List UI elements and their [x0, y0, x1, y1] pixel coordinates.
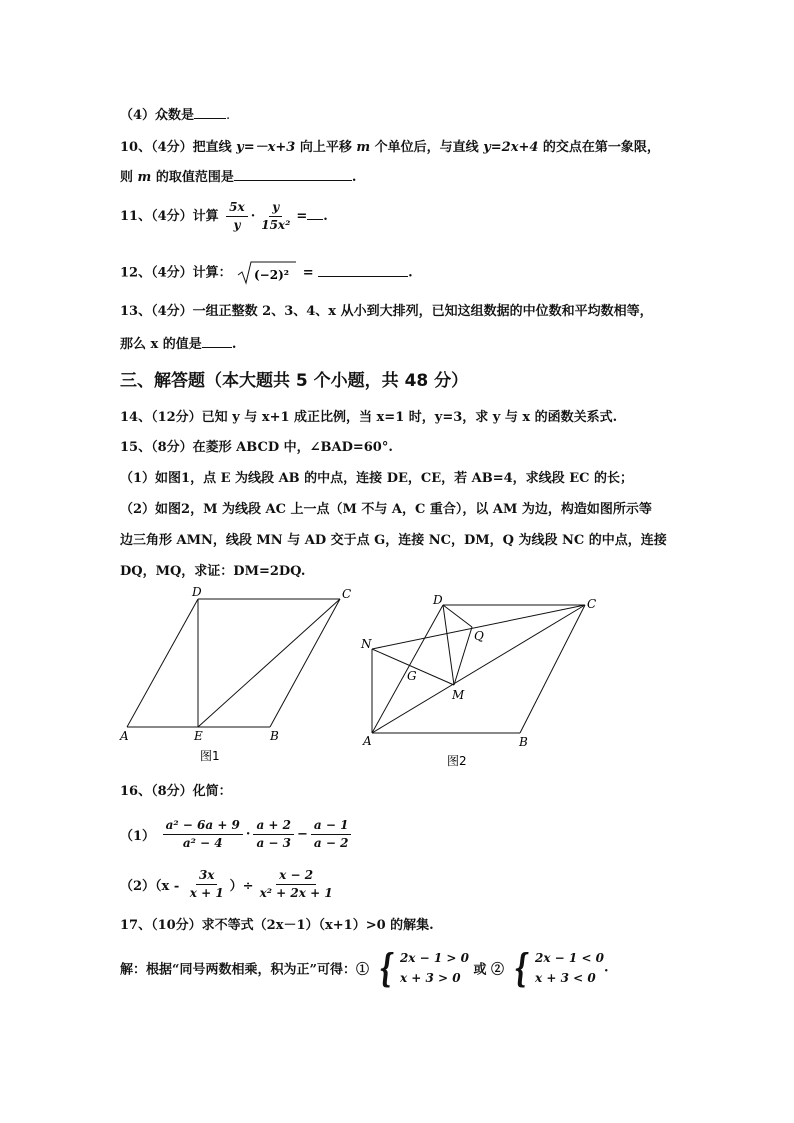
period: .	[231, 337, 237, 352]
label-G: G	[407, 669, 417, 683]
dot-operator: ·	[250, 209, 256, 224]
label-B: B	[519, 735, 528, 749]
answer-blank[interactable]	[234, 168, 352, 181]
question-10-line1	[120, 136, 660, 155]
question-15-part2-line2: 边三角形 AMN，线段 MN 与 AD 交于点 G，连接 NC，DM，Q 为线段 NC 的中点，连接	[120, 533, 667, 548]
period: .	[323, 209, 328, 224]
q10-text: 的交点在第一象限，	[538, 140, 660, 155]
period: .	[604, 960, 609, 976]
question-15-part2-line1: （2）如图2，M 为线段 AC 上一点（M 不与 A，C 重合），以 AM 为边，构造如图所示等	[120, 502, 652, 517]
period: .	[351, 170, 357, 185]
question-13-line2	[120, 333, 236, 352]
q10-text: 则	[120, 170, 138, 185]
q11-fraction-2	[258, 200, 293, 233]
q10-text: 向上平移	[295, 140, 357, 155]
question-mode	[120, 104, 230, 123]
inequality: 2x − 1 < 0	[535, 951, 605, 965]
question-15-stem: 15、（8分）在菱形 ABCD 中，∠BAD=60°.	[120, 440, 393, 455]
denominator: x + 1	[189, 886, 224, 900]
answer-blank[interactable]	[307, 207, 323, 220]
denominator: a − 2	[313, 836, 349, 850]
q10-var-m: m	[137, 170, 152, 185]
question-17-solution	[120, 945, 609, 990]
denominator: 15x²	[261, 218, 291, 232]
inequality: x + 3 < 0	[535, 971, 596, 985]
dot-operator: ·	[245, 827, 251, 842]
denominator: a² − 4	[182, 836, 223, 850]
mode-text: （4）众数是	[120, 108, 195, 123]
question-12	[120, 260, 413, 286]
part-label: （1）	[120, 829, 156, 844]
numerator: a − 1	[311, 818, 352, 835]
question-17-stem: 17、（10分）求不等式（2x－1）（x+1）>0 的解集.	[120, 918, 434, 933]
edge-CB	[270, 599, 340, 727]
figure-1	[110, 582, 360, 772]
section-3-heading: 三、解答题（本大题共 5 个小题，共 48 分）	[120, 371, 469, 391]
inequality: x + 3 > 0	[399, 971, 461, 985]
q13-text: 那么 x 的值是	[120, 337, 202, 352]
q10-text: 10、（4分）把直线	[120, 140, 237, 155]
q10-text: 的取值范围是	[151, 170, 234, 185]
solution-prefix: 解：根据“同号两数相乘，积为正”可得：①	[120, 962, 369, 978]
label-M: M	[452, 688, 465, 702]
question-13-line1: 13、（4分）一组正整数 2、3、4、x 从小到大排列，已知这组数据的中位数和平均数相等，	[120, 304, 653, 319]
question-15-part2-line3: DQ，MQ，求证：DM=2DQ.	[120, 564, 306, 579]
label-D: D	[433, 593, 443, 607]
label-Q: Q	[474, 629, 484, 643]
q12-prefix: 12、（4分）计算：	[120, 265, 232, 281]
period: .	[226, 108, 231, 123]
q11-prefix: 11、（4分）计算	[120, 209, 219, 224]
numerator: a + 2	[253, 818, 294, 835]
numerator: a² − 6a + 9	[163, 818, 243, 835]
q10-expr1: y=－x+3	[236, 140, 296, 155]
question-16-part2	[120, 868, 339, 901]
radicand: (−2)²	[254, 268, 290, 282]
denominator: y	[233, 218, 241, 232]
segment-MQ	[454, 627, 472, 685]
minus-operator: −	[296, 827, 308, 842]
answer-blank[interactable]	[318, 264, 408, 277]
question-16-part1	[120, 818, 354, 851]
question-11	[120, 200, 328, 233]
segment-DQ	[443, 605, 472, 627]
question-14: 14、（12分）已知 y 与 x+1 成正比例，当 x=1 时，y=3，求 y 与 x 的函数关系式.	[120, 410, 618, 425]
segment-DM	[443, 605, 454, 685]
label-B: B	[270, 729, 279, 743]
left-brace-icon: {	[378, 945, 394, 990]
q16-fraction-2	[253, 818, 294, 851]
numerator: x − 2	[276, 868, 316, 885]
part-label: （2）（x -	[120, 879, 180, 894]
label-C: C	[342, 587, 352, 601]
q16-fraction-4	[187, 868, 227, 901]
divide-operator: ）÷	[229, 879, 254, 894]
label-N: N	[361, 637, 372, 651]
radical-sign-icon	[236, 260, 298, 286]
denominator: a − 3	[256, 836, 291, 850]
numerator: 5x	[226, 200, 248, 217]
period: .	[408, 265, 413, 281]
figure-2	[355, 588, 605, 773]
answer-blank[interactable]	[202, 335, 232, 348]
left-brace-icon: {	[513, 945, 529, 990]
q10-expr2: y=2x+4	[483, 140, 539, 155]
or-text: 或 ②	[473, 962, 505, 978]
equals: =	[302, 265, 314, 281]
inequality: 2x − 1 > 0	[399, 951, 469, 965]
answer-blank[interactable]	[194, 106, 226, 119]
label-D: D	[192, 585, 202, 599]
inequality-system-2	[509, 945, 605, 990]
figure-1-caption: 图1	[200, 749, 220, 763]
question-10-line2	[120, 166, 356, 185]
question-15-part1: （1）如图1，点 E 为线段 AB 的中点，连接 DE，CE，若 AB=4，求线段 EC 的长；	[120, 471, 633, 486]
equals: =	[296, 209, 308, 224]
q16-fraction-3	[311, 818, 352, 851]
figure-2-caption: 图2	[447, 754, 467, 768]
q16-fraction-5	[257, 868, 336, 901]
q11-fraction-1	[226, 200, 248, 233]
label-A: A	[363, 734, 372, 748]
edge-AD	[127, 599, 198, 727]
denominator: x² + 2x + 1	[259, 886, 333, 900]
question-16-stem: 16、（8分）化简：	[120, 784, 232, 799]
label-A: A	[120, 729, 129, 743]
numerator: y	[269, 200, 282, 217]
segment-EC	[198, 599, 340, 727]
q10-var-m: m	[356, 140, 371, 155]
label-C: C	[587, 597, 597, 611]
q16-fraction-1	[163, 818, 243, 851]
square-root	[236, 260, 298, 286]
numerator: 3x	[196, 868, 218, 885]
label-E: E	[194, 729, 203, 743]
inequality-system-1	[374, 945, 469, 990]
q10-text: 个单位后，与直线	[370, 140, 484, 155]
